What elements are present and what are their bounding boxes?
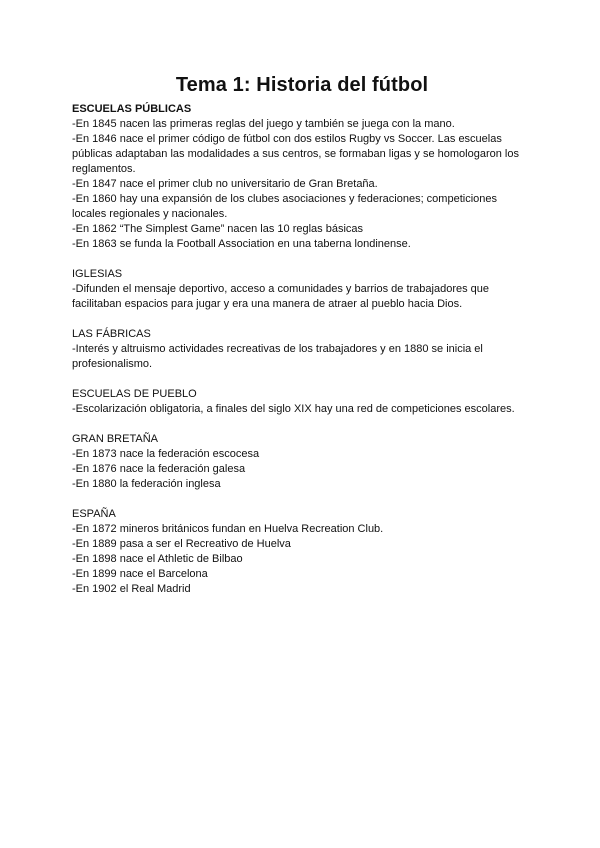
text-line: -Escolarización obligatoria, a finales del siglo XIX hay una red de competiciones escolares.: [72, 403, 515, 415]
section-heading: LAS FÁBRICAS: [72, 328, 151, 340]
section-heading: ESCUELAS PÚBLICAS: [72, 103, 192, 115]
section-iglesias: [72, 267, 532, 312]
section-espana: [72, 507, 532, 597]
text-line: -En 1876 nace la federación galesa: [72, 463, 246, 475]
section-heading: ESPAÑA: [72, 508, 116, 520]
section-heading: IGLESIAS: [72, 268, 123, 280]
section-heading: ESCUELAS DE PUEBLO: [72, 388, 197, 400]
text-line: profesionalismo.: [72, 358, 153, 370]
text-line: reglamentos.: [72, 163, 136, 175]
text-line: -Difunden el mensaje deportivo, acceso a comunidades y barrios de trabajadores que: [72, 283, 490, 295]
section-las-fabricas: [72, 327, 532, 372]
document-page: [72, 72, 532, 612]
text-line: locales regionales y nacionales.: [72, 208, 228, 220]
text-line: -Interés y altruismo actividades recreativas de los trabajadores y en 1880 se inicia el: [72, 343, 483, 355]
text-line: -En 1889 pasa a ser el Recreativo de Huelva: [72, 538, 291, 550]
text-line: -En 1872 mineros británicos fundan en Huelva Recreation Club.: [72, 523, 384, 535]
page-title: Tema 1: Historia del fútbol: [175, 74, 429, 96]
text-line: -En 1873 nace la federación escocesa: [72, 448, 260, 460]
text-line: -En 1899 nace el Barcelona: [72, 568, 208, 580]
section-gran-bretana: [72, 432, 532, 492]
text-line: -En 1847 nace el primer club no universitario de Gran Bretaña.: [72, 178, 378, 190]
text-line: -En 1862 “The Simplest Game” nacen las 10 reglas básicas: [72, 223, 364, 235]
section-escuelas-de-pueblo: [72, 387, 532, 417]
text-line: -En 1863 se funda la Football Association en una taberna londinense.: [72, 238, 411, 250]
text-line: públicas adaptaban las modalidades a sus centros, se formaban ligas y se homologaron los: [72, 148, 519, 160]
section-heading: GRAN BRETAÑA: [72, 433, 158, 445]
text-line: -En 1845 nacen las primeras reglas del juego y también se juega con la mano.: [72, 118, 455, 130]
text-line: facilitaban espacios para jugar y era una manera de atraer al pueblo hacia Dios.: [72, 298, 463, 310]
text-line: -En 1902 el Real Madrid: [72, 583, 191, 595]
text-line: -En 1898 nace el Athletic de Bilbao: [72, 553, 243, 565]
section-escuelas-publicas: [72, 102, 532, 252]
text-line: -En 1846 nace el primer código de fútbol con dos estilos Rugby vs Soccer. Las escuelas: [72, 133, 502, 145]
text-line: -En 1860 hay una expansión de los clubes asociaciones y federaciones; competiciones: [72, 193, 497, 205]
text-line: -En 1880 la federación inglesa: [72, 478, 221, 490]
